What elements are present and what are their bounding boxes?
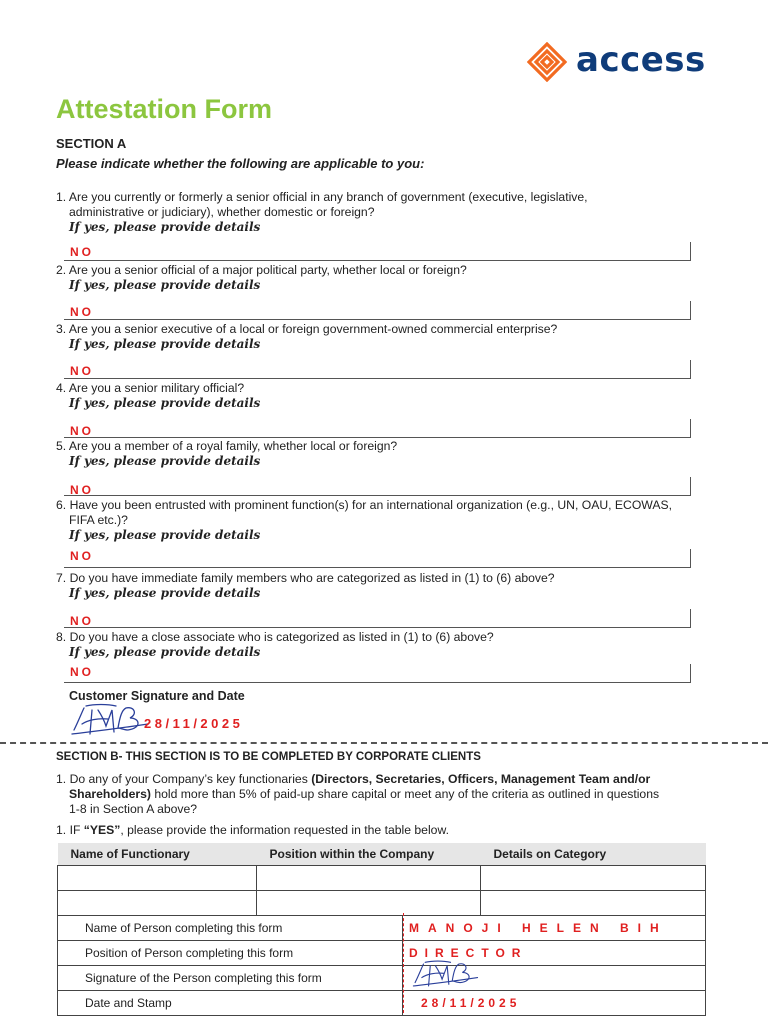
question-text: Are you a member of a royal family, whether local or foreign? xyxy=(68,439,398,453)
section-b-question-1 xyxy=(56,772,716,817)
question-number: 1. xyxy=(56,772,67,786)
answer-3: NO xyxy=(70,364,94,378)
row-label: Name of Person completing this form xyxy=(58,916,403,941)
detail-prompt: If yes, please provide details xyxy=(69,396,261,410)
question-number: 2. xyxy=(56,263,67,277)
field-highlight-border xyxy=(403,913,404,1013)
date-stamp-field[interactable]: 28/11/2025 xyxy=(403,991,706,1016)
functionary-table xyxy=(57,843,706,916)
question-number: 4. xyxy=(56,381,67,395)
question-number: 7. xyxy=(56,571,67,585)
question-8 xyxy=(56,630,716,645)
customer-signature-date: 28/11/2025 xyxy=(144,716,244,731)
detail-prompt: If yes, please provide details xyxy=(69,528,261,542)
question-5 xyxy=(56,439,716,454)
answer-field-4[interactable] xyxy=(64,419,691,438)
table-cell[interactable] xyxy=(257,866,481,891)
completer-position-field[interactable]: DIRECTOR xyxy=(403,941,706,966)
answer-field-6[interactable] xyxy=(64,549,691,568)
table-cell[interactable] xyxy=(58,891,257,916)
question-3 xyxy=(56,322,716,337)
answer-4: NO xyxy=(70,424,94,438)
table-cell[interactable] xyxy=(257,891,481,916)
answer-field-5[interactable] xyxy=(64,477,691,496)
table-row xyxy=(58,891,706,916)
question-text: Are you currently or formerly a senior official in any branch of government (executive, legislative, xyxy=(68,190,588,204)
question-6 xyxy=(56,498,716,528)
answer-7: NO xyxy=(70,614,94,628)
table-cell[interactable] xyxy=(481,891,706,916)
table-row xyxy=(58,966,706,991)
question-number: 6. xyxy=(56,498,67,512)
section-b-heading: SECTION B- THIS SECTION IS TO BE COMPLETED BY CORPORATE CLIENTS xyxy=(56,751,481,763)
section-a-intro: Please indicate whether the following are applicable to you: xyxy=(56,156,425,171)
answer-1: NO xyxy=(70,245,94,259)
page-title: Attestation Form xyxy=(56,94,272,124)
question-text: Have you been entrusted with prominent function(s) for an international organization (e.g., UN, OAU, ECOWAS, xyxy=(69,498,673,512)
question-text-cont: FIFA etc.)? xyxy=(69,513,128,527)
table-row xyxy=(58,866,706,891)
question-text: Are you a senior official of a major political party, whether local or foreign? xyxy=(68,263,467,277)
question-text: IF xyxy=(69,823,84,837)
detail-prompt: If yes, please provide details xyxy=(69,586,261,600)
answer-8: NO xyxy=(70,665,94,679)
detail-prompt: If yes, please provide details xyxy=(69,337,261,351)
question-text: hold more than 5% of paid-up share capital or meet any of the criteria as outlined in questions xyxy=(150,787,660,801)
table-cell[interactable] xyxy=(58,866,257,891)
question-text: Are you a senior military official? xyxy=(68,381,245,395)
question-text: Do you have a close associate who is categorized as listed in (1) to (6) above? xyxy=(69,630,494,644)
answer-field-7[interactable] xyxy=(64,609,691,628)
completer-name-field[interactable]: MANOJI HELEN BIH xyxy=(403,916,706,941)
question-number: 3. xyxy=(56,322,67,336)
question-number: 1. xyxy=(56,190,67,204)
table-row xyxy=(58,941,706,966)
row-label: Date and Stamp xyxy=(58,991,403,1016)
detail-prompt: If yes, please provide details xyxy=(69,220,261,234)
question-text: , please provide the information requested in the table below. xyxy=(120,823,449,837)
section-a-heading: SECTION A xyxy=(56,136,127,151)
table-cell[interactable] xyxy=(481,866,706,891)
detail-prompt: If yes, please provide details xyxy=(69,278,261,292)
question-2 xyxy=(56,263,716,278)
answer-field-3[interactable] xyxy=(64,360,691,379)
answer-field-8[interactable] xyxy=(64,664,691,683)
table-header: Details on Category xyxy=(481,843,706,866)
question-text: Do you have immediate family members who are categorized as listed in (1) to (6) above? xyxy=(69,571,555,585)
question-7 xyxy=(56,571,716,586)
detail-prompt: If yes, please provide details xyxy=(69,645,261,659)
question-number: 1. xyxy=(56,823,67,837)
completer-signature-image xyxy=(410,958,486,997)
question-number: 8. xyxy=(56,630,67,644)
question-4 xyxy=(56,381,716,396)
customer-signature-label: Customer Signature and Date xyxy=(69,689,245,703)
question-text-cont: administrative or judiciary), whether domestic or foreign? xyxy=(69,205,375,219)
table-header: Position within the Company xyxy=(257,843,481,866)
completion-table xyxy=(57,915,706,1016)
row-label: Position of Person completing this form xyxy=(58,941,403,966)
question-number: 5. xyxy=(56,439,67,453)
section-divider xyxy=(0,742,768,744)
question-text-bold: “YES” xyxy=(83,823,121,837)
question-text: Are you a senior executive of a local or foreign government-owned commercial enterprise? xyxy=(68,322,558,336)
answer-5: NO xyxy=(70,483,94,497)
question-text-bold: Shareholders) xyxy=(69,787,151,801)
question-text-cont: 1-8 in Section A above? xyxy=(69,802,198,816)
section-b-question-2 xyxy=(56,823,449,837)
brand-logo-text: access xyxy=(576,40,706,80)
answer-field-1[interactable] xyxy=(64,242,691,261)
question-text: Do any of your Company’s key functionaries xyxy=(69,772,312,786)
table-row xyxy=(58,991,706,1016)
detail-prompt: If yes, please provide details xyxy=(69,454,261,468)
question-1 xyxy=(56,190,716,220)
answer-2: NO xyxy=(70,305,94,319)
answer-field-2[interactable] xyxy=(64,301,691,320)
question-text-bold: (Directors, Secretaries, Officers, Management Team and/or xyxy=(311,772,651,786)
answer-6: NO xyxy=(70,549,94,563)
row-label: Signature of the Person completing this form xyxy=(58,966,403,991)
table-header: Name of Functionary xyxy=(58,843,257,866)
access-diamond-logo-icon xyxy=(527,42,567,82)
table-row xyxy=(58,916,706,941)
